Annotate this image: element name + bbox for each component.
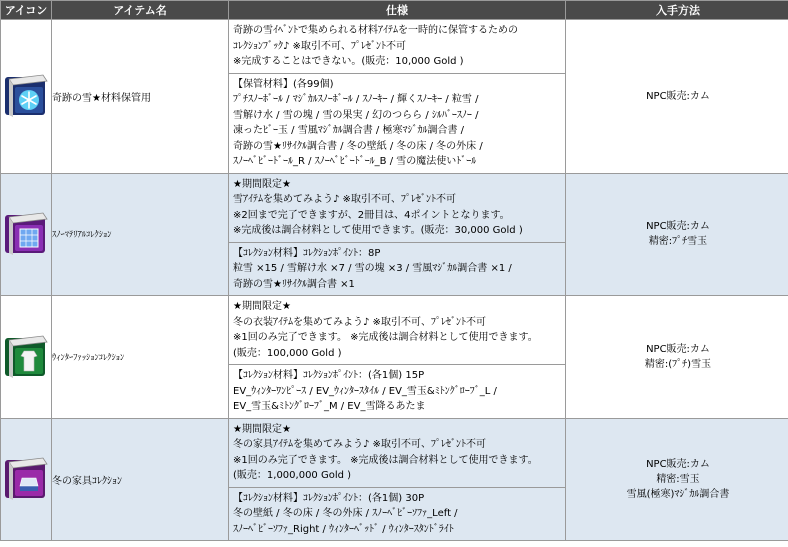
acquire-cell [566,20,788,174]
item-name: ｳｨﾝﾀｰﾌｧｯｼｮﾝｺﾚｸｼｮﾝ [52,296,229,419]
spec-line: 奇跡の雪ｲﾍﾞﾝﾄで集められる材料ｱｲﾃﾑを一時的に保管するための [233,25,518,36]
acquire-line: 精密:(ﾌﾟﾁ)雪玉 [644,358,712,370]
spec-materials [229,364,565,418]
acquire-line: NPC販売:カム [646,90,710,102]
acquire-cell [566,296,788,419]
spec-line: ※1回のみ完了できます。 ※完成後は調合材料として使用できます。 [233,454,538,466]
item-name: 冬の家具ｺﾚｸｼｮﾝ [52,418,229,541]
item-name: 奇跡の雪★材料保管用 [52,20,229,174]
spec-description [229,20,565,73]
acquire-line: NPC販売:カム [646,221,710,233]
materials-line: ｽﾉｰﾍﾞﾋﾞｰﾄﾞｰﾙ_R / ｽﾉｰﾍﾞﾋﾞｰﾄﾞｰﾙ_B / 雪の魔法使いﾄﾞｰﾙ [233,156,477,167]
spec-line: 雪ｱｲﾃﾑを集めてみよう♪ ※取引不可、ﾌﾟﾚｾﾞﾝﾄ不可 [233,194,456,205]
table-header-row [1,1,788,20]
header-acquire: 入手方法 [566,1,788,20]
snow-material-book-icon [3,211,49,257]
acquire-line: 雪風(極寒)ﾏｼﾞｶﾙ調合書 [626,488,730,500]
header-icon: アイコン [1,1,52,20]
icon-cell [1,418,52,541]
spec-line: ※2回まで完了できますが、2冊目は、4ポイントとなります。 [233,209,510,221]
table-row [1,20,788,174]
spec-line: ※1回のみ完了できます。 ※完成後は調合材料として使用できます。 [233,332,538,343]
materials-line: ｽﾉｰﾍﾞﾋﾞｰｿﾌｧ_Right / ｳｨﾝﾀｰﾍﾞｯﾄﾞ / ｳｨﾝﾀｰｽﾀﾝﾄﾞﾗｲﾄ [233,523,454,535]
spec-materials [229,242,565,296]
spec-description [229,419,565,487]
spec-materials [229,487,565,541]
header-spec: 仕様 [229,1,566,20]
table-row [1,296,788,419]
spec-materials [229,73,565,173]
spec-line: (販売：100,000 Gold ) [233,347,342,359]
materials-line: 凍ったﾋﾞｰ玉 / 雪風ﾏｼﾞｶﾙ調合書 / 極寒ﾏｼﾞｶﾙ調合書 / [233,125,465,136]
materials-line: ﾌﾟﾁｽﾉｰﾎﾞｰﾙ / ﾏｼﾞｶﾙｽﾉｰﾎﾞｰﾙ / ｽﾉｰｷｰ / 輝くｽﾉｰｷｰ / 粒雪 / [233,94,479,105]
spec-line: ★期間限定★ [233,301,291,312]
spec-line: ｺﾚｸｼｮﾝﾌﾞｯｸ♪ ※取引不可、ﾌﾟﾚｾﾞﾝﾄ不可 [233,40,406,52]
snowflake-book-icon [3,73,49,119]
winter-furniture-book-icon [3,456,49,502]
spec-description [229,296,565,364]
acquire-line: NPC販売:カム [646,458,710,470]
acquire-line: 精密:ﾌﾟﾁ雪玉 [648,236,708,248]
materials-line: 雪解け水 / 雪の塊 / 雪の果実 / 幻のつらら / ｼﾙﾊﾞｰｽﾉｰ / [233,109,479,121]
acquire-line: 精密:雪玉 [656,473,700,485]
winter-fashion-book-icon [3,334,49,380]
item-name: ｽﾉｰﾏﾃﾘｱﾙｺﾚｸｼｮﾝ [52,173,229,296]
materials-line: 粒雪 ×15 / 雪解け水 ×7 / 雪の塊 ×3 / 雪風ﾏｼﾞｶﾙ調合書 ×1 / [233,263,512,274]
acquire-cell [566,173,788,296]
materials-line: 【ｺﾚｸｼｮﾝ材料】ｺﾚｸｼｮﾝﾎﾟｲﾝﾄ：(各1個) 15P [233,370,425,381]
spec-line: 冬の衣装ｱｲﾃﾑを集めてみよう♪ ※取引不可、ﾌﾟﾚｾﾞﾝﾄ不可 [233,316,486,328]
materials-line: EV_ｳｨﾝﾀｰﾜﾝﾋﾟｰｽ / EV_ｳｨﾝﾀｰｽﾀｲﾙ / EV_雪玉&ﾐﾄﾝｸﾞﾛｰﾌﾞ_L / [233,385,497,397]
spec-line: 冬の家具ｱｲﾃﾑを集めてみよう♪ ※取引不可、ﾌﾟﾚｾﾞﾝﾄ不可 [233,439,486,450]
spec-cell [229,20,566,174]
spec-line: (販売：1,000,000 Gold ) [233,470,352,481]
spec-line: ※完成後は調合材料として使用できます。(販売：30,000 Gold ) [233,225,523,236]
icon-cell [1,173,52,296]
spec-line: ★期間限定★ [233,423,291,435]
materials-line: EV_雪玉&ﾐﾄﾝｸﾞﾛｰﾌﾞ_M / EV_雪降るあたま [233,401,426,412]
spec-cell [229,296,566,419]
acquire-cell [566,418,788,541]
icon-cell [1,296,52,419]
table-row [1,418,788,541]
materials-line: 奇跡の雪★ﾘｻｲｸﾙ調合書 / 冬の壁紙 / 冬の床 / 冬の外床 / [233,140,483,152]
spec-description [229,174,565,242]
materials-line: 【保管材料】(各99個) [233,78,334,90]
spec-line: ※完成することはできない。(販売：10,000 Gold ) [233,56,464,67]
materials-line: 奇跡の雪★ﾘｻｲｸﾙ調合書 ×1 [233,278,355,290]
materials-line: 【ｺﾚｸｼｮﾝ材料】ｺﾚｸｼｮﾝﾎﾟｲﾝﾄ：8P [233,247,381,259]
materials-line: 【ｺﾚｸｼｮﾝ材料】ｺﾚｸｼｮﾝﾎﾟｲﾝﾄ：(各1個) 30P [233,492,425,504]
materials-line: 冬の壁紙 / 冬の床 / 冬の外床 / ｽﾉｰﾍﾞﾋﾞｰｿﾌｧ_Left / [233,508,458,519]
table-row [1,173,788,296]
spec-cell [229,418,566,541]
icon-cell [1,20,52,174]
header-name: アイテム名 [52,1,229,20]
spec-line: ★期間限定★ [233,178,291,190]
spec-cell [229,173,566,296]
acquire-line: NPC販売:カム [646,343,710,355]
